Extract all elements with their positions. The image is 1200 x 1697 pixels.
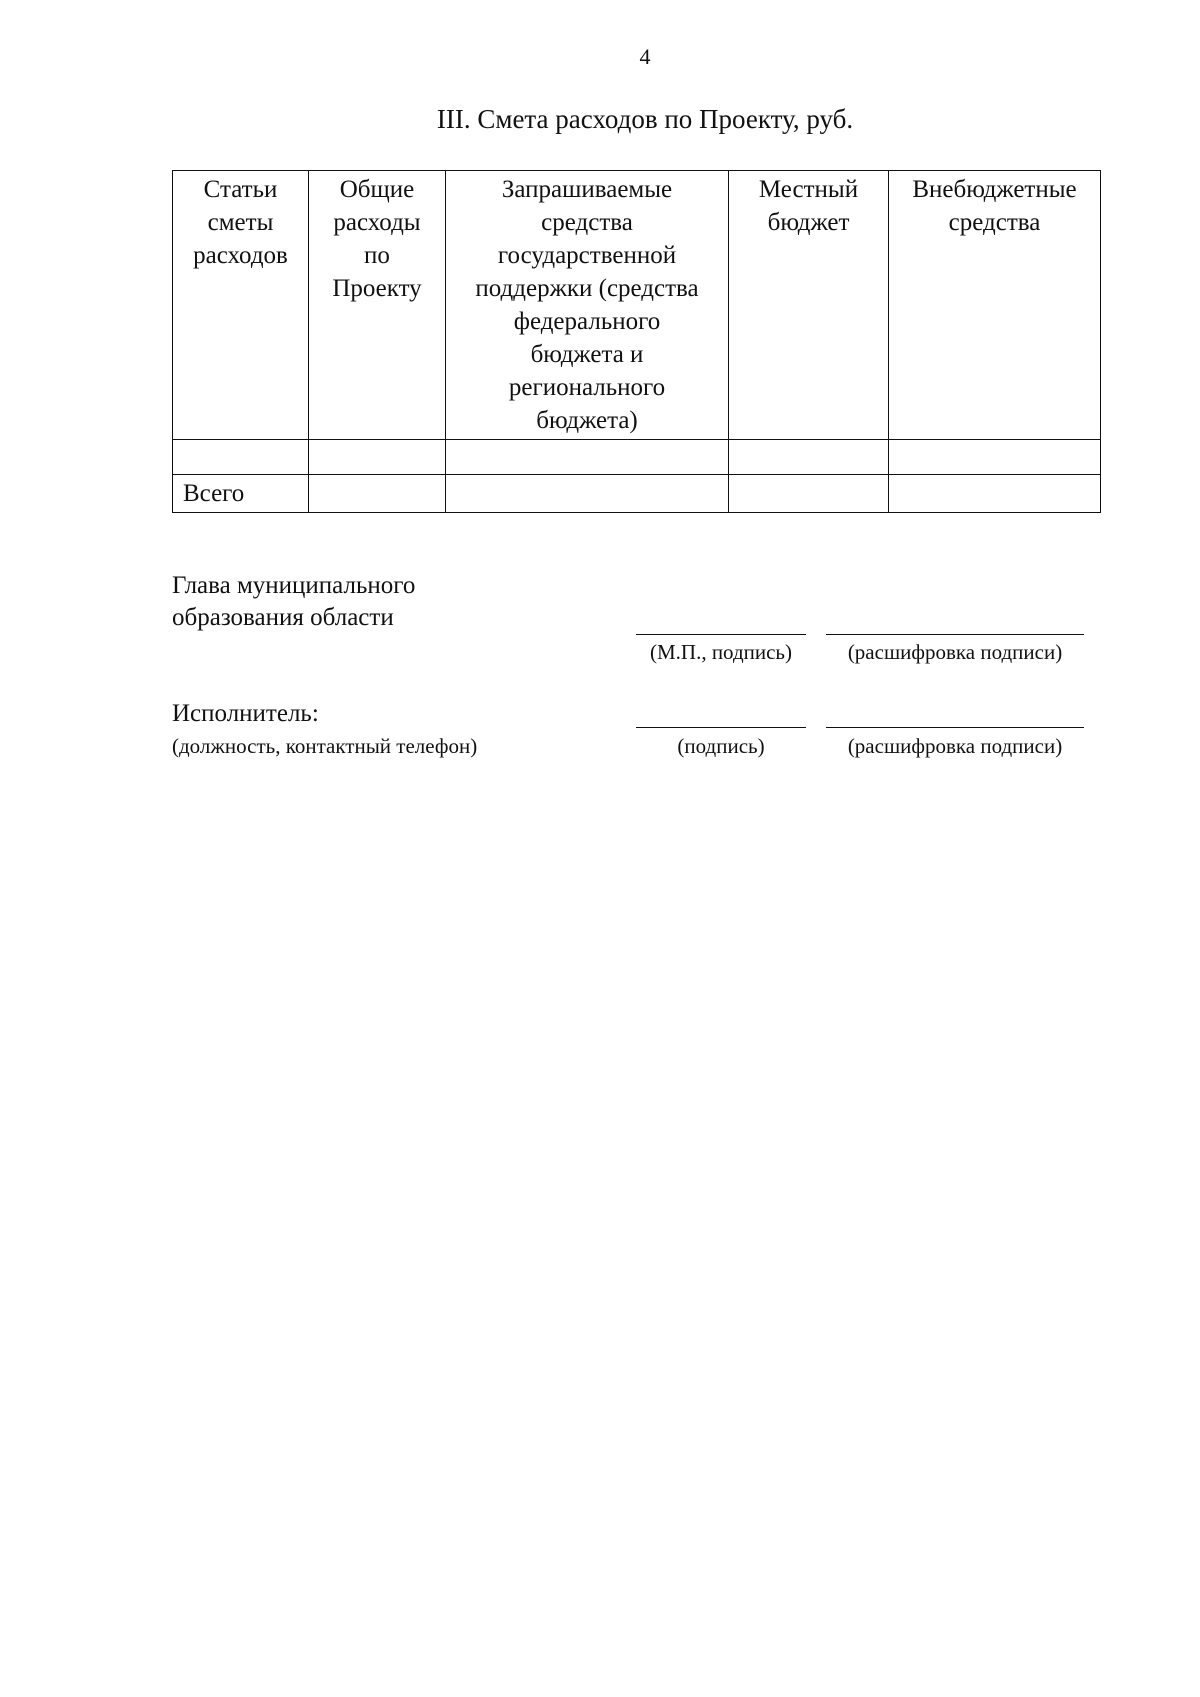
table-cell[interactable]	[889, 475, 1101, 513]
head-decode-line[interactable]	[826, 634, 1084, 635]
executor-label: Исполнитель:	[172, 700, 319, 727]
table-cell[interactable]	[309, 440, 446, 475]
head-label: Глава муниципального образования области	[172, 572, 416, 631]
table-cell[interactable]	[173, 440, 309, 475]
executor-decode-caption: (расшифровка подписи)	[847, 734, 1063, 758]
table-cell[interactable]	[889, 440, 1101, 475]
total-row	[173, 475, 1101, 513]
executor-signature-line[interactable]	[636, 727, 806, 728]
header-local-budget: Местный бюджет	[729, 171, 889, 440]
table-cell[interactable]	[446, 440, 729, 475]
head-signature-line[interactable]	[636, 634, 806, 635]
total-label: Всего	[173, 475, 309, 513]
section-title: III. Смета расходов по Проекту, руб.	[436, 104, 854, 134]
executor-note: (должность, контактный телефон)	[172, 734, 478, 758]
page-number: 4	[639, 44, 651, 69]
table-cell[interactable]	[309, 475, 446, 513]
table-header-row	[173, 171, 1101, 440]
header-total-expenses: Общие расходы по Проекту	[309, 171, 446, 440]
header-requested-funds: Запрашиваемые средства государственной поддержки (средства федерального бюджета и регионального бюджета)	[446, 171, 729, 440]
head-decode-caption: (расшифровка подписи)	[847, 640, 1063, 664]
table-cell[interactable]	[446, 475, 729, 513]
header-extrabudgetary-funds: Внебюджетные средства	[889, 171, 1101, 440]
executor-sign-caption: (подпись)	[677, 734, 765, 758]
head-sign-caption: (М.П., подпись)	[649, 640, 793, 664]
table-cell[interactable]	[729, 440, 889, 475]
table-row	[173, 440, 1101, 475]
header-expense-items: Статьи сметы расходов	[173, 171, 309, 440]
budget-table	[172, 170, 1101, 513]
table-cell[interactable]	[729, 475, 889, 513]
executor-decode-line[interactable]	[826, 727, 1084, 728]
